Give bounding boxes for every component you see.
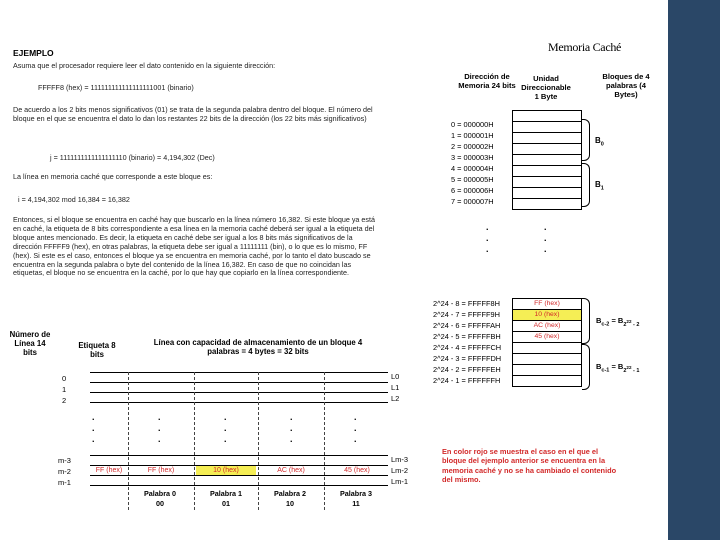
cache-line-number: m-2 [58,467,71,476]
cache-row [90,383,388,393]
memory-address-row: 1 = 000001H [451,131,494,140]
memory-cell [513,122,581,133]
j-line: j = 1111111111111111110 (binario) = 4,194,302 (Dec) [50,153,215,162]
memory-address-row: 2^24 - 6 = FFFFFAH [433,321,501,330]
cache-word-2: AC (hex) [277,467,305,474]
cache-word-3: 45 (hex) [344,467,370,474]
memory-address-row: 2 = 000002H [451,142,494,151]
cache-tag-cell: FF (hex) [95,467,123,474]
memory-cell: 45 (hex) [513,332,581,343]
word-1-bits: 01 [222,499,230,508]
ellipsis-cells: . . . [544,222,547,254]
cache-word-0: FF (hex) [147,467,175,474]
memory-address-row: 2^24 - 8 = FFFFF8H [433,299,500,308]
cache-line-numbers-top [62,373,92,406]
word-3-bits: 11 [352,499,360,508]
memory-address-row: 2^24 - 4 = FFFFFCH [433,343,502,352]
block-bc1-label: $B_{c-1} = B_{2^{22} - 1}$ [596,362,640,374]
word-3-label [331,489,381,509]
word-separator-3 [324,372,325,510]
word-2-bits: 10 [286,499,294,508]
block-b0-label: $B_0$ [595,136,604,148]
cache-line-number: 0 [62,374,67,383]
word-2-name: Palabra 2 [274,489,306,498]
memory-cell [513,177,581,188]
cache-line-number: 1 [62,385,67,394]
word-0-name: Palabra 0 [144,489,176,498]
memory-address-row: 3 = 000003H [451,153,494,162]
col-address-header: Dirección de Memoria 24 bits [458,72,516,90]
memory-cell [513,111,581,122]
accent-bar [668,0,720,540]
memory-address-row: 7 = 000007H [451,197,494,206]
cache-row [90,476,388,486]
memory-cell [513,199,581,210]
block-bc2-brace [582,298,590,344]
label-lm1: Lm-1 [391,477,409,486]
cache-line-number: m-3 [58,456,71,465]
memory-address-row: 5 = 000005H [451,175,494,184]
explanation: De acuerdo a los 2 bits menos significativos (01) se trata de la segunda palabra dentro del bloque. El número del bloque en el que se encuentra el dato lo dan los restantes 22 bits de la dirección (los 22 bits más significativos) [13,105,373,123]
word-3-name: Palabra 3 [340,489,372,498]
block-bc1-brace [582,344,590,390]
label-l0: L0 [391,372,400,381]
cache-word-1: 10 (hex) [196,466,256,475]
word-1-label [201,489,251,509]
memory-cell [513,376,581,387]
ellipsis-c3: . . . [290,412,293,444]
cache-line-number: 2 [62,396,67,405]
memory-cell [513,144,581,155]
word-separator-2 [258,372,259,510]
memory-cell [513,365,581,376]
memory-cell [513,133,581,144]
memory-cell [513,354,581,365]
label-l1: L1 [391,383,400,392]
memory-cell [513,166,581,177]
block-b0-brace [582,119,590,161]
memory-cells-top [512,110,582,210]
example-heading: EJEMPLO [13,48,54,58]
memory-address-row: 2^24 - 5 = FFFFFBH [433,332,501,341]
cache-line-numbers-bottom [58,455,88,488]
cache-grid-bottom [90,455,388,486]
formula: i = 4,194,302 mod 16,384 = 16,382 [18,195,130,204]
memory-cell [513,155,581,166]
block-b1-brace [582,163,590,207]
memory-address-row: 0 = 000000H [451,120,494,129]
memory-cell [513,343,581,354]
memory-address-row: 2^24 - 2 = FFFFFEH [433,365,501,374]
conclusion: Entonces, si el bloque se encuentra en caché hay que buscarlo en la línea número 16,382. Si este bloque ya está en caché, la etiqueta de 8 bits correspondiente a esa línea en la memoria caché deberá ser igual a la etiqueta del bloque antes mencionado. Es decir, la etiqueta en caché debe ser igual a los 8 bits más significativos de la dirección FFFFF9 (hex), en otras palabras, la etiqueta debe ser igual a 11111111 (bin), o lo que es lo mismo, FF (hex). Si este es el caso, entonces el bloque ya se encuentra en memoria caché, por lo tanto el dato buscado se encuentra en la segunda palabra o byte del contenido de la línea 16,382. En caso de que no coincidan las etiquetas, el bloque no se encuentra en la caché, por lo que hay que copiarlo en la línea correspondiente. [13,215,376,278]
memory-address-row: 2^24 - 3 = FFFFFDH [433,354,502,363]
memory-address-row: 2^24 - 7 = FFFFF9H [433,310,500,319]
ellipsis-c1: . . . [158,412,161,444]
memory-address-row: 6 = 000006H [451,186,494,195]
word-separator-1 [194,372,195,510]
address-line: FFFFF8 (hex) = 111111111111111111001 (binario) [38,83,194,92]
memory-cell: FF (hex) [513,299,581,310]
word-2-label [265,489,315,509]
cache-grid-top [90,372,388,403]
col-blocks-header: Bloques de 4 palabras (4 Bytes) [602,72,650,99]
word-1-name: Palabra 1 [210,489,242,498]
word-0-bits: 00 [156,499,164,508]
cache-row [90,393,388,403]
cache-row-highlight [90,466,388,476]
col-data-header: Línea con capacidad de almacenamiento de un bloque 4 palabras = 4 bytes = 32 bits [153,338,363,356]
col-unit-header: Unidad Direccionable 1 Byte [521,74,571,101]
cache-row [90,373,388,383]
label-l2: L2 [391,394,400,403]
memory-address-row: 2^24 - 1 = FFFFFFH [433,376,501,385]
memory-cells-bottom [512,298,582,387]
ellipsis-c4: . . . [354,412,357,444]
memory-cell: 10 (hex) [513,310,581,321]
ellipsis-addr: . . . [486,222,489,254]
red-note: En color rojo se muestra el caso en el que el bloque del ejemplo anterior se encuentra en la memoria caché y no se ha cambiado el contenido del mismo. [442,447,617,484]
cache-line-intro: La línea en memoria caché que corresponde a este bloque es: [13,172,213,181]
label-lm2: Lm-2 [391,466,409,475]
slide-title: Memoria Caché [548,40,622,54]
ellipsis-c0: . . . [92,412,95,444]
col-tag-header: Etiqueta 8 bits [78,341,116,359]
word-0-label [135,489,185,509]
memory-address-row: 4 = 000004H [451,164,494,173]
block-bc2-label: $B_{c-2} = B_{2^{22} - 2}$ [596,316,640,328]
block-b1-label: $B_1$ [595,180,604,192]
ellipsis-c2: . . . [224,412,227,444]
memory-cell: AC (hex) [513,321,581,332]
tag-separator [128,372,129,510]
col-line-header: Número de Línea 14 bits [9,330,51,357]
cache-line-number: m-1 [58,478,71,487]
memory-cell [513,188,581,199]
cache-row [90,456,388,466]
label-lm3: Lm-3 [391,455,409,464]
example-intro: Asuma que el procesador requiere leer el dato contenido en la siguiente dirección: [13,61,276,70]
